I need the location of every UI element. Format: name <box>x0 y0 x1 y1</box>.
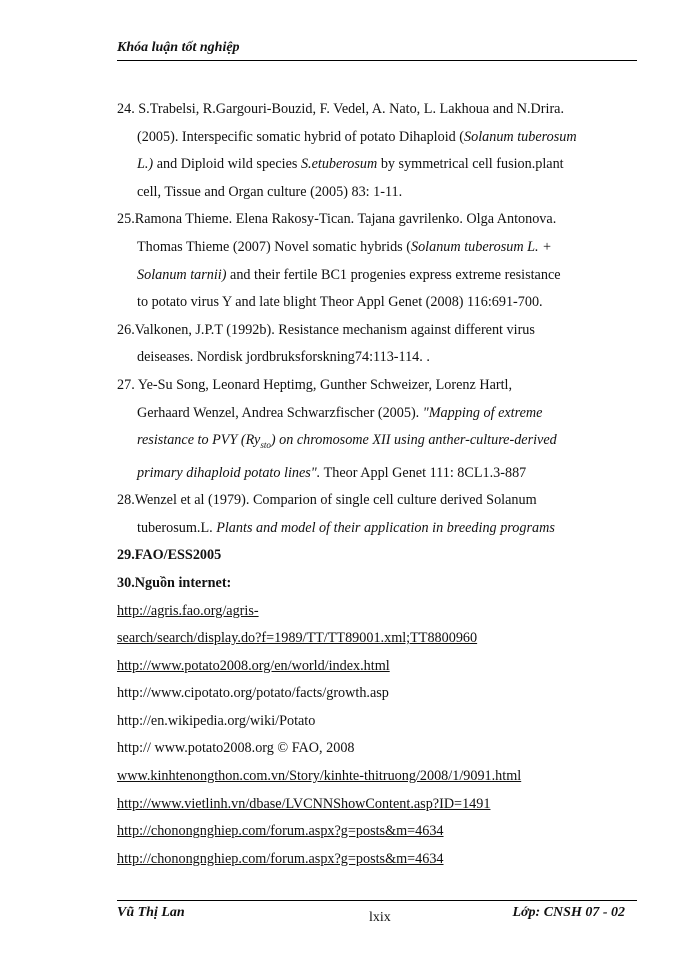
link-chonongnghiep-1[interactable]: http://chonongnghiep.com/forum.aspx?g=posts&m=4634 <box>117 823 444 840</box>
ref-text: to potato virus Y and late blight Theor Appl Genet (2008) 116:691-700. <box>137 294 543 311</box>
ref-text: deiseases. Nordisk jordbruksforskning74:113-114. . <box>137 349 430 366</box>
ref-text: 28.Wenzel et al (1979). Comparion of single cell culture derived Solanum <box>117 492 537 509</box>
ref-italic: "Mapping of extreme <box>422 404 543 421</box>
reference-27 <box>117 372 637 487</box>
ref-text: (2005). Interspecific somatic hybrid of potato Dihaploid ( <box>137 128 465 145</box>
ref-text: by symmetrical cell fusion.plant <box>377 156 564 173</box>
ref-text: and their fertile BC1 progenies express extreme resistance <box>226 266 561 283</box>
ref-subscript: sto <box>260 439 271 450</box>
footer-author: Vũ Thị Lan <box>117 905 185 920</box>
link-cipotato: http://www.cipotato.org/potato/facts/growth.asp <box>117 685 389 702</box>
page-header: Khóa luận tốt nghiệp <box>117 40 637 61</box>
reference-list <box>117 96 637 873</box>
link-agris-1[interactable]: http://agris.fao.org/agris- <box>117 602 259 619</box>
ref-text: tuberosum.L. <box>137 519 217 536</box>
ref-text <box>117 234 637 262</box>
ref-italic: S.etuberosum <box>300 156 378 173</box>
ref-text <box>117 151 637 179</box>
ref-text <box>117 460 637 488</box>
link-wikipedia: http://en.wikipedia.org/wiki/Potato <box>117 712 316 729</box>
ref-text: 25.Ramona Thieme. Elena Rakosy-Tican. Tajana gavrilenko. Olga Antonova. <box>117 211 557 228</box>
ref-text <box>117 515 637 543</box>
reference-29: 29.FAO/ESS2005 <box>117 547 222 564</box>
ref-italic: L.) <box>137 156 154 173</box>
ref-italic: primary dihaploid potato lines". <box>137 464 321 481</box>
footer-class: Lớp: CNSH 07 - 02 <box>512 905 625 920</box>
link-potato2008-world[interactable]: http://www.potato2008.org/en/world/index.html <box>117 657 390 674</box>
ref-text <box>117 124 637 152</box>
ref-italic: Plants and model of their application in breeding programs <box>216 519 555 536</box>
reference-30-heading: 30.Nguồn internet: <box>117 574 232 591</box>
ref-text: cell, Tissue and Organ culture (2005) 83: 1-11. <box>137 183 403 200</box>
page-footer <box>117 900 637 925</box>
ref-text <box>117 427 637 459</box>
ref-italic: Solanum tuberosum <box>464 128 577 145</box>
reference-25 <box>117 206 637 316</box>
link-potato2008-fao: http:// www.potato2008.org © FAO, 2008 <box>117 740 355 757</box>
ref-text <box>117 400 637 428</box>
ref-text: and Diploid wild species <box>153 156 301 173</box>
link-vietlinh[interactable]: http://www.vietlinh.vn/dbase/LVCNNShowContent.asp?ID=1491 <box>117 795 491 812</box>
ref-text: 27. Ye-Su Song, Leonard Heptimg, Gunther Schweizer, Lorenz Hartl, <box>117 376 513 393</box>
ref-italic: Solanum tarnii) <box>137 266 227 283</box>
ref-text: Theor Appl Genet 111: 8CL1.3-887 <box>320 464 527 481</box>
link-kinhtenongthon[interactable]: www.kinhtenongthon.com.vn/Story/kinhte-thitruong/2008/1/9091.html <box>117 768 522 785</box>
ref-italic: resistance to PVY (Ry <box>137 432 261 449</box>
ref-text: 26.Valkonen, J.P.T (1992b). Resistance mechanism against different virus <box>117 321 535 338</box>
reference-26 <box>117 317 637 372</box>
link-chonongnghiep-2[interactable]: http://chonongnghiep.com/forum.aspx?g=posts&m=4634 <box>117 850 444 867</box>
reference-24 <box>117 96 637 206</box>
ref-text: 24. S.Trabelsi, R.Gargouri-Bouzid, F. Vedel, A. Nato, L. Lakhoua and N.Drira. <box>117 101 565 117</box>
reference-28 <box>117 487 637 542</box>
ref-text: Thomas Thieme (2007) Novel somatic hybrids ( <box>137 238 411 255</box>
link-agris-2[interactable]: search/search/display.do?f=1989/TT/TT89001.xml;TT8800960 <box>117 630 478 647</box>
ref-italic: ) on chromosome XII using anther-culture-derived <box>270 432 557 449</box>
ref-text: Gerhaard Wenzel, Andrea Schwarzfischer (2005). <box>137 404 423 421</box>
ref-text <box>117 262 637 290</box>
page-number: lxix <box>369 910 391 925</box>
ref-italic: Solanum tuberosum L. + <box>410 238 552 255</box>
